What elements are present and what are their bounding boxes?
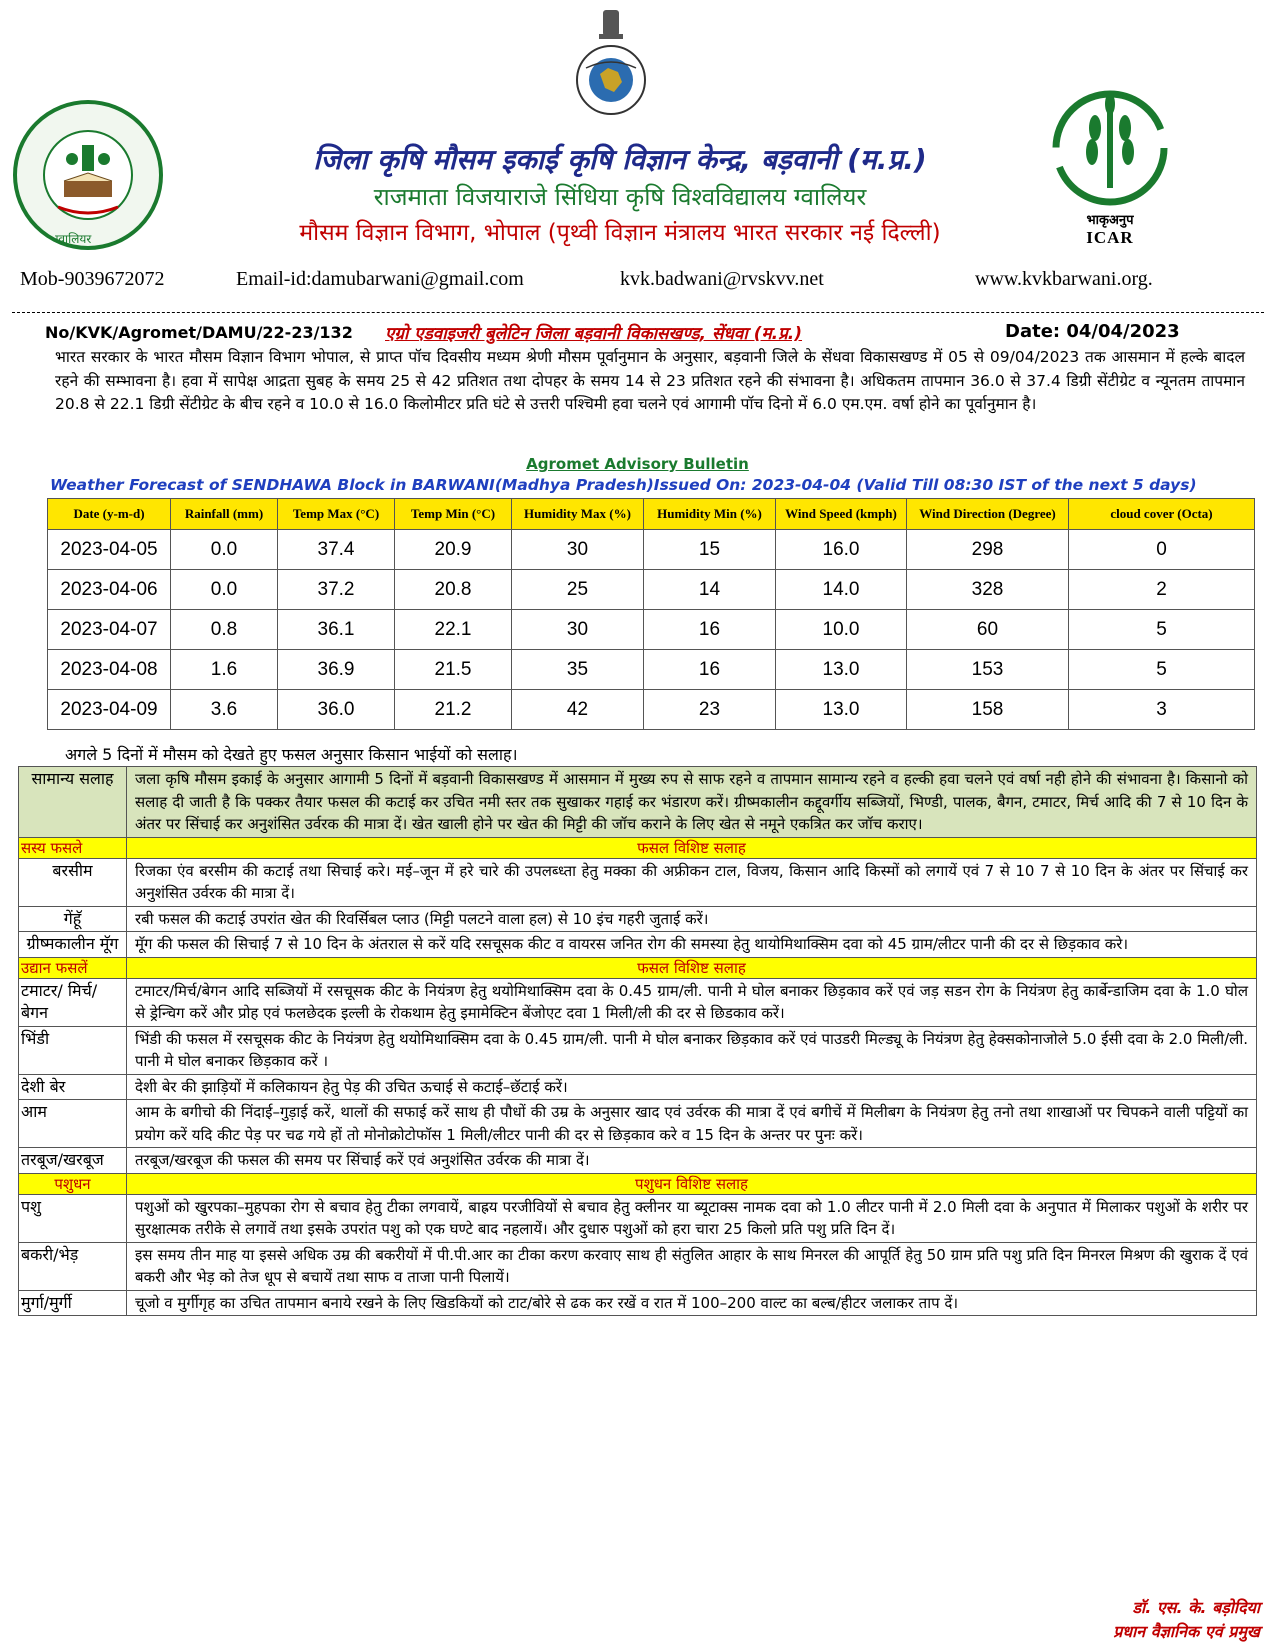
livestock-section-header <box>19 1173 1257 1194</box>
livestock-label: पशु <box>19 1194 127 1242</box>
rvskvv-logo <box>13 100 163 250</box>
livestock-advice: चूजो व मुर्गीगृह का उचित तापमान बनाये रखने के लिए खिडकियों को टाट/बोरे से ढक कर रखें व रात में 100–200 वाल्ट का बल्ब/हीटर जलाकर ताप दें। <box>127 1290 1257 1316</box>
crop-label: देशी बेर <box>19 1074 127 1100</box>
table-row <box>48 690 1255 730</box>
signatory-name: डॉ. एस. के. बड़ोदिया <box>1132 1598 1260 1617</box>
cell-rainfall: 0.0 <box>171 530 278 570</box>
cell-humidity-min: 14 <box>644 570 776 610</box>
cell-temp-min: 20.9 <box>395 530 512 570</box>
rvskvv-logo-emblem <box>28 115 148 235</box>
cell-cloud-cover: 3 <box>1069 690 1255 730</box>
cell-date: 2023-04-08 <box>48 650 171 690</box>
advice-row <box>19 1026 1257 1074</box>
col-humidity-min: Humidity Min (%) <box>644 499 776 530</box>
cell-temp-max: 36.0 <box>278 690 395 730</box>
cell-temp-max: 37.2 <box>278 570 395 610</box>
cell-temp-min: 21.5 <box>395 650 512 690</box>
advice-row <box>19 1194 1257 1242</box>
crops-section-label: सस्य फसले <box>19 837 127 858</box>
header-university: राजमाता विजयाराजे सिंधिया कृषि विश्वविद्यालय ग्वालियर <box>373 183 867 211</box>
horticulture-section-header <box>19 957 1257 978</box>
crop-label: ग्रीष्मकालीन मूॅग <box>19 932 127 958</box>
col-cloud-cover: cloud cover (Octa) <box>1069 499 1255 530</box>
crop-label: बरसीम <box>19 858 127 906</box>
crop-label: आम <box>19 1100 127 1148</box>
forecast-table <box>47 498 1255 730</box>
table-row <box>48 570 1255 610</box>
cell-humidity-min: 15 <box>644 530 776 570</box>
livestock-advice: पशुओं को खुरपका–मुहपका रोग से बचाव हेतु टीका लगवायें, बाह्रय परजीवियों से बचाव हेतु क्लीनर या ब्यूटाक्स नामक दवा को 1.0 लीटर पानी में 2.0 मिली दवा के अनुपात में मिलाकर पशुओं के शरीर पर सुरक्षात्मक तरीके से लगावें तथा इसके उपरांत पशु को एक घण्टे बाद नहलायें। और दुधारु पशुओं को हरा चारा 25 किलो प्रति पशु प्रति दिन दें। <box>127 1194 1257 1242</box>
advice-row <box>19 1100 1257 1148</box>
advice-row <box>19 858 1257 906</box>
icar-logo-hindi: भाकृअनुप <box>1086 213 1134 228</box>
cell-date: 2023-04-05 <box>48 530 171 570</box>
rvskvv-logo-bottom: ग्वालियर <box>55 232 92 246</box>
cell-humidity-min: 16 <box>644 610 776 650</box>
cell-wind-direction: 298 <box>907 530 1069 570</box>
cell-wind-direction: 60 <box>907 610 1069 650</box>
cell-humidity-min: 16 <box>644 650 776 690</box>
crop-advice: रबी फसल की कटाई उपरांत खेत की रिवर्सिबल प्लाउ (मिट्टी पलटने वाला हल) से 10 इंच गहरी जुताई करें। <box>127 906 1257 932</box>
cell-rainfall: 0.0 <box>171 570 278 610</box>
col-date: Date (y-m-d) <box>48 499 171 530</box>
contact-mobile: Mob-9039672072 <box>20 268 165 290</box>
col-temp-min: Temp Min (°C) <box>395 499 512 530</box>
cell-date: 2023-04-06 <box>48 570 171 610</box>
cell-humidity-max: 30 <box>512 530 644 570</box>
crop-advice: आम के बगीचो की निंदाई–गुड़ाई करें, थालों की सफाई करें साथ ही पौधों की उम्र के अनुसार खाद एवं उर्वरक की मात्रा दें एवं बगीचें में मिलीबग के नियंत्रण हेतु तनो तथा शाखाओं पर चिपकने वाली पट्टियों का प्रयोग करें यदि कीट पेड़ पर चढ गये हों तो मोनोक्रोटोफॉस 1 मिली/लीटर पानी की दर से छिड़काव करे व 15 दिन के अन्तर पर पुनः करें। <box>127 1100 1257 1148</box>
cell-rainfall: 1.6 <box>171 650 278 690</box>
col-wind-direction: Wind Direction (Degree) <box>907 499 1069 530</box>
icar-logo-text: ICAR <box>1086 228 1134 247</box>
cell-wind-direction: 158 <box>907 690 1069 730</box>
signatory-title: प्रधान वैज्ञानिक एवं प्रमुख <box>1113 1622 1260 1641</box>
table-row <box>48 610 1255 650</box>
bulletin-date: Date: 04/04/2023 <box>1005 321 1180 342</box>
advice-row <box>19 932 1257 958</box>
crop-label: टमाटर/ मिर्च/बेगन <box>19 978 127 1026</box>
contact-email: Email-id:damubarwani@gmail.com <box>236 268 524 290</box>
advice-row <box>19 1148 1257 1174</box>
advice-row <box>19 1074 1257 1100</box>
advisory-table <box>18 766 1257 1316</box>
cell-temp-max: 36.1 <box>278 610 395 650</box>
horticulture-section-label: उद्यान फसलें <box>19 957 127 978</box>
forecast-table-title: Weather Forecast of SENDHAWA Block in BARWANI(Madhya Pradesh)Issued On: 2023-04-04 (Valid Till 08:30 IST of the next 5 days) <box>50 476 1197 494</box>
advice-row <box>19 978 1257 1026</box>
horticulture-section-title: फसल विशिष्ट सलाह <box>127 957 1257 978</box>
crop-label: तरबूज/खरबूज <box>19 1148 127 1174</box>
crops-section-title: फसल विशिष्ट सलाह <box>127 837 1257 858</box>
livestock-section-title: पशुधन विशिष्ट सलाह <box>127 1173 1257 1194</box>
cell-humidity-max: 42 <box>512 690 644 730</box>
cell-humidity-min: 23 <box>644 690 776 730</box>
cell-wind-speed: 13.0 <box>776 690 907 730</box>
cell-wind-direction: 328 <box>907 570 1069 610</box>
header-department: मौसम विज्ञान विभाग, भोपाल (पृथ्वी विज्ञान मंत्रालय भारत सरकार नई दिल्ली) <box>299 220 941 246</box>
col-temp-max: Temp Max (°C) <box>278 499 395 530</box>
cell-temp-max: 36.9 <box>278 650 395 690</box>
crop-advice: देशी बेर की झाड़ियों में कलिकायन हेतु पेड़ की उचित ऊचाई से कटाई–छॅटाई करें। <box>127 1074 1257 1100</box>
cell-rainfall: 0.8 <box>171 610 278 650</box>
cell-wind-speed: 13.0 <box>776 650 907 690</box>
header-divider <box>12 312 1264 313</box>
cell-wind-speed: 10.0 <box>776 610 907 650</box>
advice-row <box>19 1290 1257 1316</box>
cell-date: 2023-04-07 <box>48 610 171 650</box>
agromet-title: Agromet Advisory Bulletin <box>526 455 749 473</box>
cell-temp-max: 37.4 <box>278 530 395 570</box>
general-advice-row <box>19 767 1257 838</box>
icar-logo <box>1040 88 1180 248</box>
general-advice-text: जला कृषि मौसम इकाई के अनुसार आगामी 5 दिनों में बड़वानी विकासखण्ड में आसमान में मुख्य रुप से साफ रहने व तापमान सामान्य रहने व हल्की हवा चलने एवं वर्षा नही होने की संभावना है। किसानो को सलाह दी जाती है कि पक्कर तैयार फसल की कटाई कर उचित नमी स्तर तक सुखाकर गहाई कर भंडारण करें। ग्रीष्मकालीन कद्दूवर्गीय सब्जियों, भिण्डी, पालक, बैगन, टमाटर, मिर्च आदि की 7 से 10 दिन के अंतर पर सिंचाई कर अनुशंसित उर्वरक की मात्रा दें। खेत खाली होने पर खेत की मिट्टी की जॉच कराने के लिए खेत से नमूने एकत्रित कर जॉच कराए। <box>127 767 1257 838</box>
cell-rainfall: 3.6 <box>171 690 278 730</box>
forecast-summary: भारत सरकार के भारत मौसम विज्ञान विभाग भोपाल, से प्राप्त पॉच दिवसीय मध्यम श्रेणी मौसम पूर्वानुमान के अनुसार, बड़वानी जिले के सेंधवा विकासखण्ड में 05 से 09/04/2023 तक आसमान में हल्के बादल रहने की सम्भावना है। हवा में सापेक्ष आद्रता सुबह के समय 25 से 42 प्रतिशत तथा दोपहर के समय 14 से 23 प्रतिशत रहने की संभावना है। अधिकतम तापमान 36.0 से 37.4 डिग्री सेंटीग्रेट व न्यूनतम तापमान 20.8 से 22.1 डिग्री सेंटीग्रेट के बीच रहने व 10.0 से 16.0 किलोमीटर प्रति घंटे से उत्तरी पश्चिमी हवा चलने एवं आगामी पॉच दिनो में 6.0 एम.एम. वर्षा होने का पूर्वानुमान है। <box>55 348 1245 413</box>
crop-label: गेंहूॅ <box>19 906 127 932</box>
cell-date: 2023-04-09 <box>48 690 171 730</box>
advice-row <box>19 1242 1257 1290</box>
imd-emblem <box>572 8 650 118</box>
cell-wind-speed: 16.0 <box>776 530 907 570</box>
crop-advice: रिजका एंव बरसीम की कटाई तथा सिचाई करे। मई–जून में हरे चारे की उपलब्ध्ता हेतु मक्का की अफ्रीकन टाल, विजय, किसान आदि किस्मों को लगायें एवं 7 से 10 7 से 10 दिन के अंतर पर सिंचाई कर अनुशंसित उर्वरक की मात्रा दें। <box>127 858 1257 906</box>
cell-cloud-cover: 5 <box>1069 610 1255 650</box>
crop-advice: मूॅग की फसल की सिचाई 7 से 10 दिन के अंतराल से करें यदि रसचूसक कीट व वायरस जनित रोग की समस्या हेतु थायोमिथाक्सिम दवा को 45 ग्राम/लीटर पानी की दर से छिड़काव करे। <box>127 932 1257 958</box>
cell-humidity-max: 30 <box>512 610 644 650</box>
col-wind-speed: Wind Speed (kmph) <box>776 499 907 530</box>
cell-wind-speed: 14.0 <box>776 570 907 610</box>
advice-intro: अगले 5 दिनों में मौसम को देखते हुए फसल अनुसार किसान भाईयों को सलाह। <box>65 745 518 764</box>
cell-cloud-cover: 5 <box>1069 650 1255 690</box>
livestock-label: मुर्गा/मुर्गी <box>19 1290 127 1316</box>
general-advice-label: सामान्य सलाह <box>19 767 127 838</box>
crop-advice: टमाटर/मिर्च/बेगन आदि सब्जियों में रसचूसक कीट के नियंत्रण हेतु थयोमिथाक्सिम दवा के 0.45 ग्राम/ली. पानी मे घोल बनाकर छिड़काव करें एवं जड़ सडन रोग के नियंत्रण हेतु कार्बेन्डाजिम दवा के 1.0 घोल से ड्रेन्चिग करें और प्रोह एवं फलछेदक इल्ली के रोकथाम हेतु इमामेक्टिन बेंजोएट दवा 1 मिली/ली की दर से छिडकाव करें। <box>127 978 1257 1026</box>
reference-number: No/KVK/Agromet/DAMU/22-23/132 <box>45 323 353 342</box>
col-humidity-max: Humidity Max (%) <box>512 499 644 530</box>
table-row <box>48 530 1255 570</box>
cell-humidity-max: 25 <box>512 570 644 610</box>
cell-cloud-cover: 0 <box>1069 530 1255 570</box>
cell-temp-min: 20.8 <box>395 570 512 610</box>
livestock-section-label: पशुधन <box>19 1173 127 1194</box>
livestock-advice: इस समय तीन माह या इससे अधिक उम्र की बकरीयों में पी.पी.आर का टीका करण करवाए साथ ही संतुलित आहार के साथ मिनरल की आपूर्ति हेतु 50 ग्राम प्रति पशु प्रति दिन मिनरल मिश्रण की खुराक दें एवं बकरी और भेड़ को तेज धूप से बचायें तथा साफ व ताजा पानी पिलायें। <box>127 1242 1257 1290</box>
advice-row <box>19 906 1257 932</box>
cell-temp-min: 21.2 <box>395 690 512 730</box>
bulletin-title: एग्रो एडवाइजरी बुलेटिन जिला बड़वानी विकासखण्ड, सेंधवा (म.प्र.) <box>385 324 803 344</box>
crops-section-header <box>19 837 1257 858</box>
cell-wind-direction: 153 <box>907 650 1069 690</box>
col-rainfall: Rainfall (mm) <box>171 499 278 530</box>
contact-website: www.kvkbarwani.org. <box>975 268 1153 290</box>
contact-email-2: kvk.badwani@rvskvv.net <box>620 268 824 290</box>
crop-advice: तरबूज/खरबूज की फसल की समय पर सिंचाई करें एवं अनुशंसित उर्वरक की मात्रा दें। <box>127 1148 1257 1174</box>
livestock-label: बकरी/भेड़ <box>19 1242 127 1290</box>
cell-cloud-cover: 2 <box>1069 570 1255 610</box>
cell-temp-min: 22.1 <box>395 610 512 650</box>
table-row <box>48 650 1255 690</box>
crop-label: भिंडी <box>19 1026 127 1074</box>
header-title: जिला कृषि मौसम इकाई कृषि विज्ञान केन्द्र, बड़वानी (म.प्र.) <box>313 143 927 176</box>
cell-humidity-max: 35 <box>512 650 644 690</box>
forecast-header-row <box>48 499 1255 530</box>
crop-advice: भिंडी की फसल में रसचूसक कीट के नियंत्रण हेतु थयोमिथाक्सिम दवा के 0.45 ग्राम/ली. पानी मे घोल बनाकर छिड़काव करें एवं पाउडरी मिल्ड्यू के नियंत्रण हेतु हेक्सकोनाजोले 5.0 ईसी दवा के 2.0 मिली/ली. पानी मे घोल बनाकर छिड़काव करें । <box>127 1026 1257 1074</box>
